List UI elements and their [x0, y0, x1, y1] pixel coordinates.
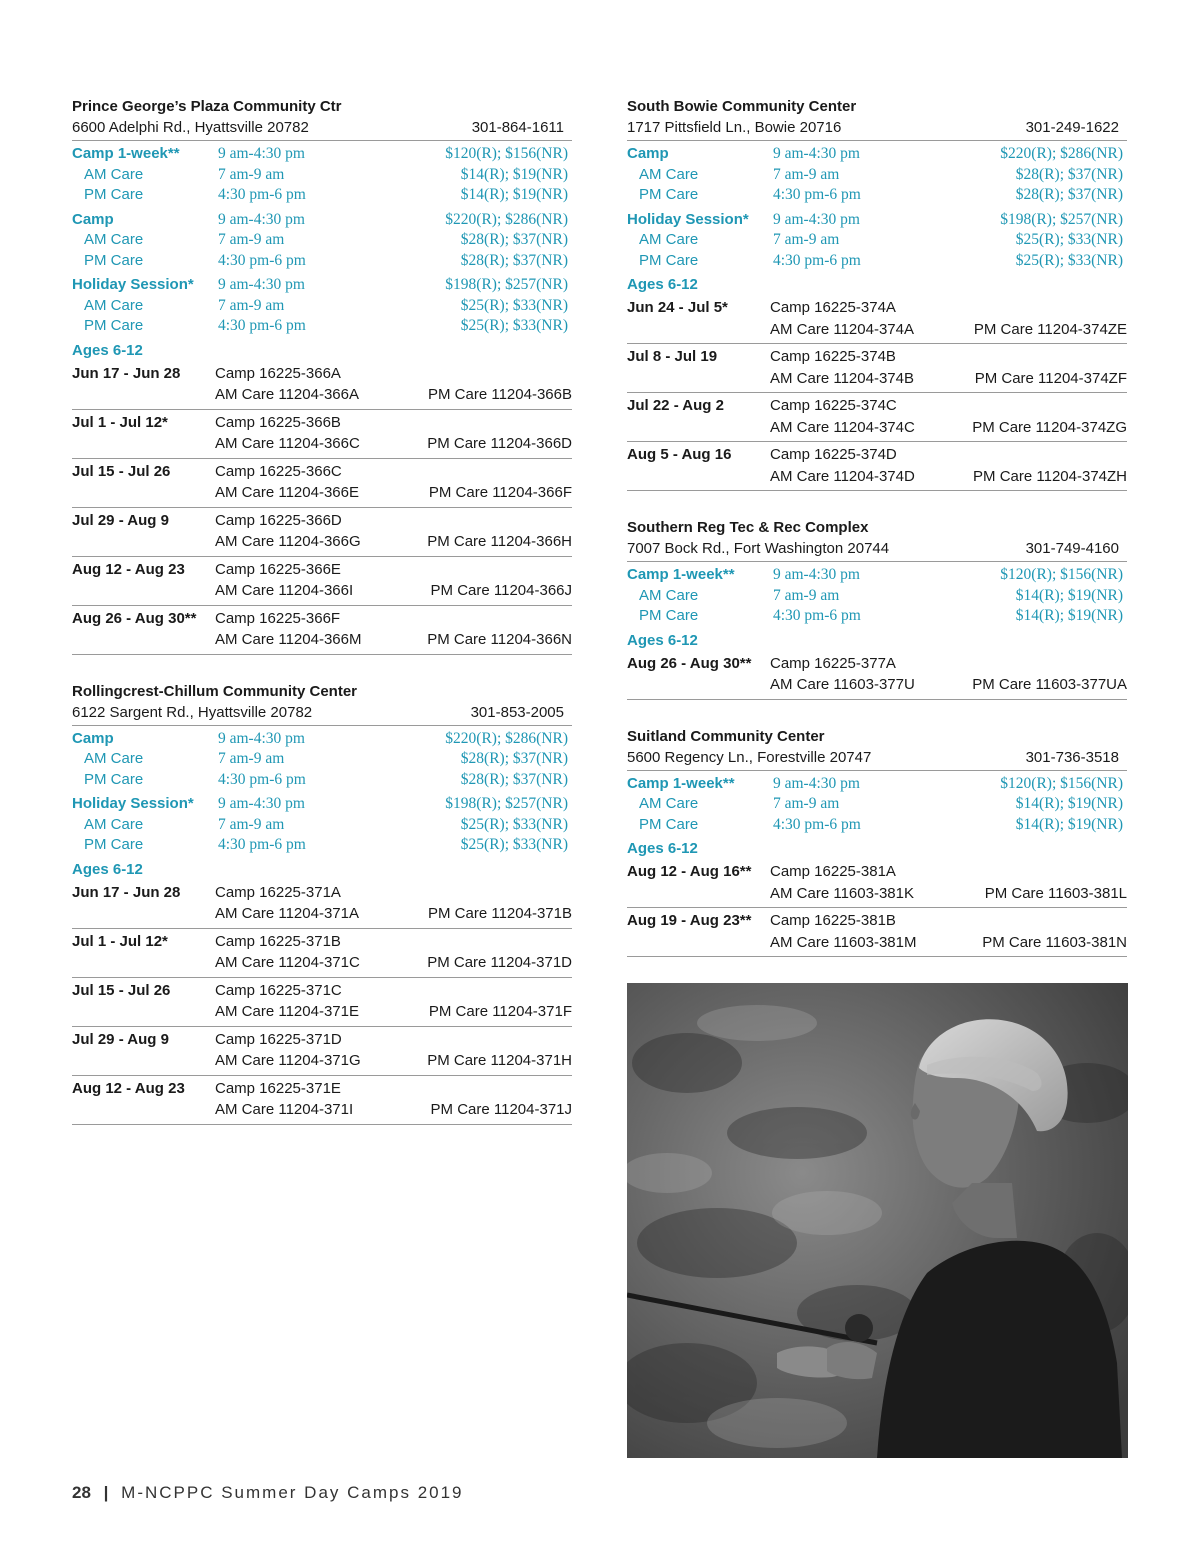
- fee-price: $28(R); $37(NR): [460, 231, 568, 248]
- pm-care-code: PM Care 11204-371J: [430, 1101, 572, 1118]
- fee-row: [72, 749, 572, 770]
- center-address-line: [72, 117, 572, 141]
- center-address: 1717 Pittsfield Ln., Bowie 20716: [627, 119, 842, 136]
- fee-label: Camp: [627, 145, 669, 162]
- community-center-block: [72, 681, 572, 1125]
- care-codes: [770, 417, 1127, 439]
- fee-price: $14(R); $19(NR): [1015, 586, 1123, 604]
- fee-price: $14(R); $19(NR): [1015, 795, 1123, 812]
- am-care-code: AM Care 11204-366M: [215, 631, 362, 648]
- fee-time: 4:30 pm-6 pm: [218, 317, 306, 334]
- center-name: Rollingcrest-Chillum Community Center: [72, 682, 358, 700]
- photo-boy-fishing-image: [627, 983, 1128, 1458]
- ages-heading: Ages 6-12: [627, 276, 698, 293]
- am-care-code: AM Care 11204-374D: [770, 467, 915, 485]
- center-address: 6122 Sargent Rd., Hyattsville 20782: [72, 703, 313, 721]
- page-footer: [72, 1483, 464, 1503]
- session-dates: Jul 15 - Jul 26: [72, 462, 171, 480]
- pm-care-code: PM Care 11204-366H: [427, 533, 572, 550]
- pm-care-code: PM Care 11603-381N: [982, 933, 1127, 951]
- fee-group: [627, 565, 1127, 627]
- fee-price: $25(R); $33(NR): [460, 815, 568, 833]
- session-codes: [770, 861, 1127, 904]
- center-address-line: [627, 117, 1127, 141]
- community-center-block: [72, 96, 572, 655]
- ages-heading: Ages 6-12: [72, 860, 143, 878]
- fee-row: [72, 165, 572, 186]
- fee-price: $120(R); $156(NR): [1000, 566, 1123, 583]
- camp-code: Camp 16225-374B: [770, 348, 896, 365]
- fee-row: [72, 210, 572, 231]
- ages-heading: Ages 6-12: [72, 341, 143, 359]
- fee-group: [72, 794, 572, 856]
- session-dates: Aug 26 - Aug 30**: [72, 609, 197, 627]
- fee-time: 4:30 pm-6 pm: [218, 770, 306, 788]
- care-codes: [770, 466, 1127, 488]
- pm-care-code: PM Care 11204-371F: [428, 1003, 572, 1020]
- camp-code: Camp 16225-371C: [215, 981, 342, 999]
- fee-row: [627, 815, 1127, 836]
- camp-code: Camp 16225-366A: [215, 364, 341, 382]
- fee-group: [72, 729, 572, 791]
- session-dates: Jul 8 - Jul 19: [627, 348, 718, 365]
- fee-row: [72, 815, 572, 836]
- fee-row: [72, 230, 572, 251]
- community-center-block: [627, 726, 1127, 958]
- pm-care-code: PM Care 11204-366D: [427, 435, 572, 452]
- fee-table: [72, 144, 572, 337]
- session-dates: Jul 22 - Aug 2: [627, 397, 724, 414]
- session-codes: [770, 395, 1127, 438]
- publication-title: M-NCPPC Summer Day Camps 2019: [121, 1483, 464, 1502]
- camp-code: Camp 16225-371B: [215, 932, 341, 950]
- care-codes: [215, 1001, 572, 1023]
- center-name: Suitland Community Center: [627, 727, 825, 745]
- camp-code: Camp 16225-381B: [770, 912, 896, 929]
- camp-code: Camp 16225-381A: [770, 863, 896, 880]
- fee-price: $198(R); $257(NR): [1000, 210, 1123, 228]
- session-row: [72, 880, 572, 929]
- fee-time: 7 am-9 am: [218, 750, 285, 767]
- center-name: Southern Reg Tec & Rec Complex: [627, 519, 869, 536]
- camp-code: Camp 16225-377A: [770, 654, 896, 672]
- session-row: [72, 929, 572, 978]
- care-codes: [770, 368, 1127, 390]
- am-care-code: AM Care 11204-371I: [215, 1101, 354, 1118]
- am-care-code: AM Care 11603-381K: [770, 884, 914, 902]
- fee-label: AM Care: [84, 815, 144, 833]
- session-row: [627, 651, 1127, 700]
- ages-heading: Ages 6-12: [627, 840, 698, 857]
- care-codes: [770, 319, 1127, 341]
- session-row: [72, 557, 572, 606]
- fee-time: 7 am-9 am: [218, 296, 285, 314]
- fee-group: [627, 210, 1127, 272]
- fee-label: Camp 1-week**: [627, 774, 735, 792]
- fee-label: PM Care: [84, 186, 144, 203]
- fee-label: Camp 1-week**: [72, 145, 180, 162]
- pm-care-code: PM Care 11204-374ZG: [972, 418, 1127, 436]
- fee-row: [72, 835, 572, 856]
- center-name: Prince George’s Plaza Community Ctr: [72, 98, 342, 115]
- fee-price: $14(R); $19(NR): [460, 165, 568, 183]
- fee-group: [72, 144, 572, 206]
- pm-care-code: PM Care 11204-374ZH: [973, 467, 1127, 485]
- left-column: [72, 96, 572, 1151]
- session-dates: Aug 12 - Aug 23: [72, 1079, 185, 1097]
- session-dates: Jul 29 - Aug 9: [72, 1030, 169, 1048]
- fee-label: PM Care: [639, 186, 699, 203]
- fee-row: [72, 794, 572, 815]
- session-codes: [770, 297, 1127, 340]
- fee-label: Camp: [72, 210, 114, 228]
- center-address: 7007 Bock Rd., Fort Washington 20744: [627, 540, 890, 557]
- session-codes: [215, 510, 572, 553]
- fee-label: Holiday Session*: [627, 210, 749, 228]
- care-codes: [215, 580, 572, 602]
- center-phone: 301-853-2005: [470, 703, 564, 721]
- session-codes: [770, 444, 1127, 487]
- care-codes: [215, 629, 572, 651]
- fee-label: AM Care: [84, 231, 144, 248]
- fee-label: PM Care: [84, 770, 144, 788]
- fee-price: $220(R); $286(NR): [445, 729, 568, 747]
- right-column: [627, 96, 1127, 983]
- am-care-code: AM Care 11204-366I: [215, 582, 354, 599]
- fee-time: 4:30 pm-6 pm: [218, 251, 306, 269]
- session-dates: Aug 26 - Aug 30**: [627, 654, 752, 672]
- fee-label: AM Care: [84, 165, 144, 183]
- fee-row: [72, 729, 572, 750]
- session-codes: [215, 608, 572, 651]
- ages-heading: Ages 6-12: [627, 631, 698, 649]
- center-phone: 301-249-1622: [1025, 119, 1119, 136]
- fee-time: 7 am-9 am: [773, 165, 840, 183]
- fee-row: [72, 275, 572, 296]
- session-row: [72, 1076, 572, 1125]
- fee-row: [627, 185, 1127, 206]
- fee-label: PM Care: [639, 251, 699, 269]
- fee-time: 4:30 pm-6 pm: [773, 186, 861, 203]
- session-codes: [215, 559, 572, 602]
- camp-code: Camp 16225-371E: [215, 1079, 341, 1097]
- am-care-code: AM Care 11204-371E: [215, 1003, 359, 1020]
- session-codes: [215, 412, 572, 455]
- camp-code: Camp 16225-371A: [215, 883, 341, 901]
- fee-time: 9 am-4:30 pm: [218, 145, 305, 162]
- session-row: [72, 978, 572, 1027]
- fee-label: PM Care: [639, 607, 699, 624]
- care-codes: [215, 903, 572, 925]
- fee-time: 7 am-9 am: [773, 795, 840, 812]
- care-codes: [215, 952, 572, 974]
- session-dates: Aug 5 - Aug 16: [627, 446, 732, 463]
- fee-label: AM Care: [639, 795, 699, 812]
- fee-time: 4:30 pm-6 pm: [218, 836, 306, 853]
- session-dates: Jul 1 - Jul 12*: [72, 932, 168, 950]
- fee-row: [72, 185, 572, 206]
- session-codes: [770, 910, 1127, 953]
- session-row: [627, 393, 1127, 442]
- fee-time: 9 am-4:30 pm: [218, 210, 305, 228]
- fee-label: Camp 1-week**: [627, 566, 735, 583]
- pm-care-code: PM Care 11204-366J: [430, 582, 572, 599]
- fee-time: 7 am-9 am: [218, 231, 285, 248]
- footer-separator: |: [103, 1483, 109, 1502]
- fee-label: PM Care: [639, 815, 699, 833]
- center-address: 5600 Regency Ln., Forestville 20747: [627, 748, 872, 766]
- session-dates: Jul 15 - Jul 26: [72, 981, 171, 999]
- fee-row: [72, 144, 572, 165]
- am-care-code: AM Care 11204-371C: [215, 954, 360, 971]
- fee-label: PM Care: [84, 836, 144, 853]
- am-care-code: AM Care 11204-374B: [770, 369, 914, 387]
- fee-table: [627, 144, 1127, 271]
- fee-row: [627, 251, 1127, 272]
- fee-label: Camp: [72, 729, 114, 747]
- fee-time: 9 am-4:30 pm: [773, 566, 860, 583]
- camp-code: Camp 16225-366D: [215, 511, 342, 529]
- care-codes: [770, 932, 1127, 954]
- care-codes: [215, 482, 572, 504]
- fee-price: $120(R); $156(NR): [1000, 774, 1123, 792]
- camp-code: Camp 16225-366C: [215, 462, 342, 480]
- center-address-line: [627, 747, 1127, 771]
- fee-row: [627, 794, 1127, 815]
- fee-row: [627, 165, 1127, 186]
- session-codes: [770, 346, 1127, 389]
- session-dates: Jun 24 - Jul 5*: [627, 299, 728, 316]
- pm-care-code: PM Care 11204-366F: [428, 484, 572, 501]
- session-codes: [215, 1029, 572, 1072]
- pm-care-code: PM Care 11204-374ZE: [973, 320, 1127, 338]
- am-care-code: AM Care 11204-366C: [215, 435, 360, 452]
- fee-row: [627, 774, 1127, 795]
- fee-time: 4:30 pm-6 pm: [773, 815, 861, 833]
- session-dates: Jun 17 - Jun 28: [72, 364, 181, 382]
- fee-label: PM Care: [84, 317, 144, 334]
- fee-label: AM Care: [639, 165, 699, 183]
- session-codes: [215, 461, 572, 504]
- fee-row: [72, 251, 572, 272]
- fee-price: $28(R); $37(NR): [460, 750, 568, 767]
- fee-time: 9 am-4:30 pm: [773, 774, 860, 792]
- center-phone: 301-749-4160: [1025, 540, 1119, 557]
- center-phone: 301-736-3518: [1025, 748, 1119, 766]
- fee-time: 7 am-9 am: [218, 815, 285, 833]
- fee-price: $14(R); $19(NR): [1015, 607, 1123, 624]
- session-codes: [770, 653, 1127, 696]
- fee-label: Holiday Session*: [72, 795, 194, 812]
- pm-care-code: PM Care 11603-377UA: [972, 676, 1127, 693]
- session-row: [72, 410, 572, 459]
- session-row: [627, 442, 1127, 491]
- fee-table: [627, 774, 1127, 836]
- fee-label: AM Care: [84, 296, 144, 314]
- am-care-code: AM Care 11204-366E: [215, 484, 359, 501]
- fee-row: [627, 210, 1127, 231]
- fee-price: $25(R); $33(NR): [460, 317, 568, 334]
- center-address: 6600 Adelphi Rd., Hyattsville 20782: [72, 119, 309, 136]
- session-row: [627, 908, 1127, 957]
- fee-price: $120(R); $156(NR): [445, 145, 568, 162]
- fee-row: [627, 565, 1127, 586]
- community-center-block: [627, 96, 1127, 491]
- pm-care-code: PM Care 11204-371H: [427, 1052, 572, 1069]
- fee-price: $25(R); $33(NR): [1015, 251, 1123, 269]
- center-address-line: [627, 538, 1127, 562]
- camp-code: Camp 16225-366B: [215, 413, 341, 431]
- session-codes: [215, 980, 572, 1023]
- fee-row: [627, 144, 1127, 165]
- care-codes: [215, 433, 572, 455]
- fee-row: [627, 586, 1127, 607]
- fee-row: [72, 316, 572, 337]
- fee-price: $28(R); $37(NR): [460, 770, 568, 788]
- fee-time: 4:30 pm-6 pm: [218, 186, 306, 203]
- am-care-code: AM Care 11204-371A: [215, 905, 359, 922]
- fee-price: $220(R); $286(NR): [1000, 145, 1123, 162]
- fee-time: 7 am-9 am: [773, 586, 840, 604]
- session-codes: [215, 1078, 572, 1121]
- fee-price: $28(R); $37(NR): [460, 251, 568, 269]
- care-codes: [770, 883, 1127, 905]
- session-dates: Jul 29 - Aug 9: [72, 511, 169, 529]
- fee-price: $14(R); $19(NR): [460, 186, 568, 203]
- session-dates: Aug 12 - Aug 23: [72, 560, 185, 578]
- center-name: South Bowie Community Center: [627, 98, 857, 115]
- pm-care-code: PM Care 11204-374ZF: [974, 369, 1127, 387]
- fee-price: $220(R); $286(NR): [445, 210, 568, 228]
- fee-table: [72, 729, 572, 856]
- fee-time: 9 am-4:30 pm: [218, 276, 305, 293]
- pm-care-code: PM Care 11603-381L: [984, 884, 1127, 902]
- fee-time: 9 am-4:30 pm: [773, 145, 860, 162]
- fee-label: Holiday Session*: [72, 276, 194, 293]
- session-codes: [215, 931, 572, 974]
- pm-care-code: PM Care 11204-371D: [427, 954, 572, 971]
- fee-group: [627, 774, 1127, 836]
- fee-price: $28(R); $37(NR): [1015, 186, 1123, 203]
- fee-group: [72, 210, 572, 272]
- fee-group: [627, 144, 1127, 206]
- center-phone: 301-864-1611: [471, 119, 564, 136]
- session-codes: [215, 882, 572, 925]
- fee-price: $14(R); $19(NR): [1015, 815, 1123, 833]
- session-row: [627, 859, 1127, 908]
- photo-boy-fishing: [627, 983, 1128, 1458]
- fee-label: AM Care: [639, 231, 699, 248]
- fee-row: [72, 770, 572, 791]
- fee-price: $28(R); $37(NR): [1015, 165, 1123, 183]
- am-care-code: AM Care 11204-366A: [215, 386, 359, 403]
- fee-label: AM Care: [639, 586, 699, 604]
- fee-price: $198(R); $257(NR): [445, 795, 568, 812]
- camp-code: Camp 16225-374C: [770, 397, 897, 414]
- session-row: [627, 344, 1127, 393]
- session-dates: Aug 19 - Aug 23**: [627, 912, 752, 929]
- fee-row: [627, 606, 1127, 627]
- fee-row: [627, 230, 1127, 251]
- pm-care-code: PM Care 11204-366N: [427, 631, 572, 648]
- fee-price: $25(R); $33(NR): [1015, 231, 1123, 248]
- fee-price: $25(R); $33(NR): [460, 836, 568, 853]
- pm-care-code: PM Care 11204-371B: [428, 905, 572, 922]
- camp-code: Camp 16225-374D: [770, 446, 897, 463]
- fee-time: 4:30 pm-6 pm: [773, 607, 861, 624]
- center-address-line: [72, 702, 572, 726]
- camp-code: Camp 16225-374A: [770, 299, 896, 316]
- camp-code: Camp 16225-366E: [215, 560, 341, 578]
- session-row: [72, 508, 572, 557]
- session-dates: Jun 17 - Jun 28: [72, 883, 181, 901]
- fee-time: 9 am-4:30 pm: [218, 729, 305, 747]
- session-row: [72, 459, 572, 508]
- fee-row: [72, 296, 572, 317]
- am-care-code: AM Care 11204-374C: [770, 418, 915, 436]
- camp-code: Camp 16225-371D: [215, 1030, 342, 1048]
- fee-table: [627, 565, 1127, 627]
- care-codes: [215, 384, 572, 406]
- session-dates: Jul 1 - Jul 12*: [72, 413, 168, 431]
- fee-label: PM Care: [84, 251, 144, 269]
- session-row: [72, 1027, 572, 1076]
- am-care-code: AM Care 11603-381M: [770, 933, 917, 951]
- camp-code: Camp 16225-366F: [215, 609, 341, 627]
- care-codes: [215, 531, 572, 553]
- fee-price: $25(R); $33(NR): [460, 296, 568, 314]
- am-care-code: AM Care 11204-374A: [770, 320, 914, 338]
- session-dates: Aug 12 - Aug 16**: [627, 863, 752, 880]
- community-center-block: [627, 517, 1127, 700]
- session-row: [72, 361, 572, 410]
- care-codes: [215, 1050, 572, 1072]
- fee-time: 7 am-9 am: [773, 231, 840, 248]
- fee-group: [72, 275, 572, 337]
- am-care-code: AM Care 11603-377U: [770, 676, 915, 693]
- fee-time: 9 am-4:30 pm: [218, 795, 305, 812]
- page-number: 28: [72, 1483, 91, 1502]
- pm-care-code: PM Care 11204-366B: [428, 386, 572, 403]
- care-codes: [770, 674, 1127, 696]
- fee-time: 9 am-4:30 pm: [773, 210, 860, 228]
- session-row: [72, 606, 572, 655]
- am-care-code: AM Care 11204-371G: [215, 1052, 361, 1069]
- am-care-code: AM Care 11204-366G: [215, 533, 361, 550]
- fee-time: 4:30 pm-6 pm: [773, 251, 861, 269]
- session-codes: [215, 363, 572, 406]
- care-codes: [215, 1099, 572, 1121]
- fee-time: 7 am-9 am: [218, 165, 285, 183]
- session-row: [627, 295, 1127, 344]
- fee-price: $198(R); $257(NR): [445, 276, 568, 293]
- fee-label: AM Care: [84, 750, 144, 767]
